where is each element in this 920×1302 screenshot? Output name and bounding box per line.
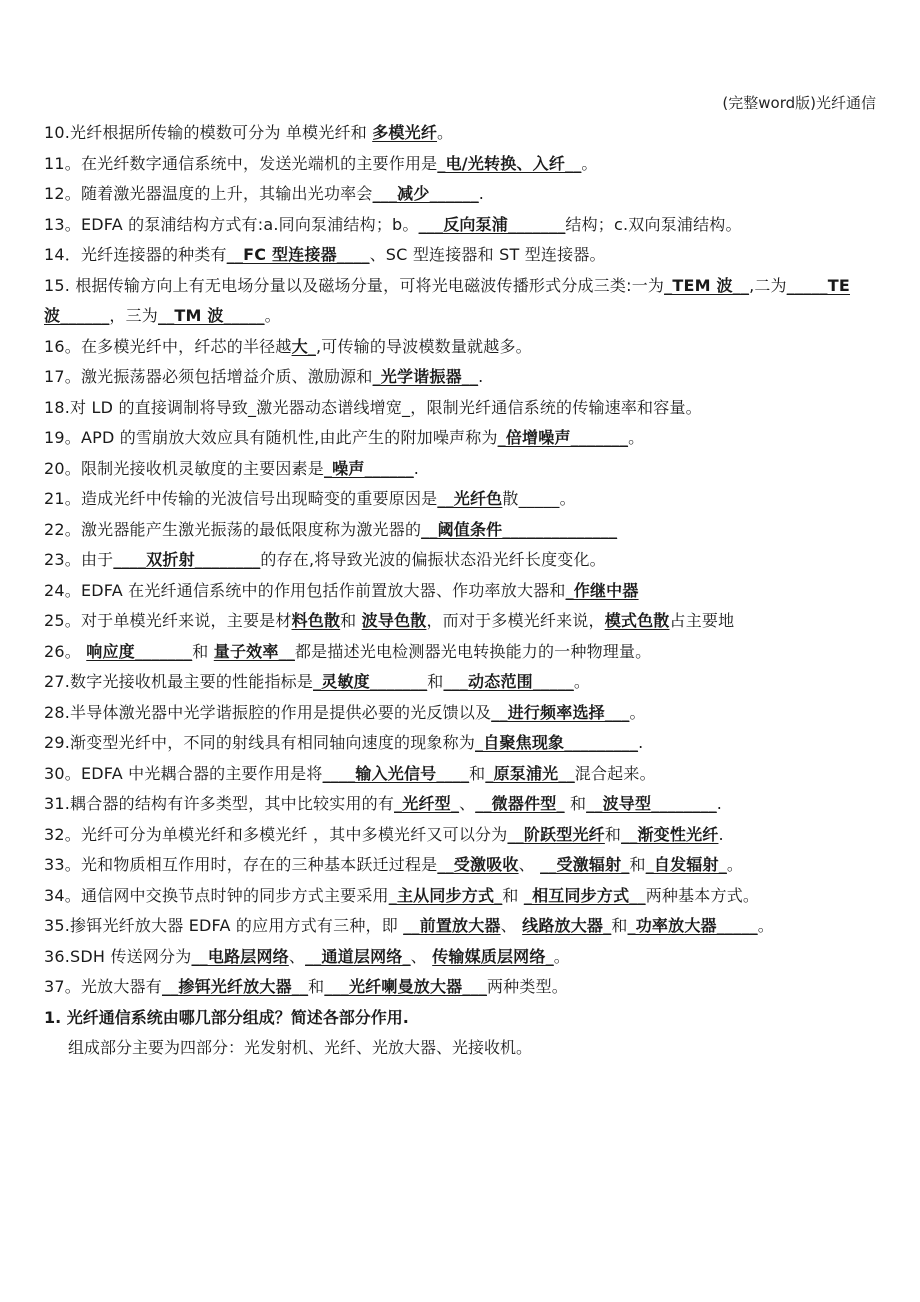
question-line: [44, 301, 914, 332]
question-line: [44, 576, 914, 607]
answer-blank: __受激辐射_: [540, 855, 630, 874]
answer-blank: __受激吸收: [437, 855, 519, 874]
question-line: [44, 789, 914, 820]
question-line: [44, 179, 914, 210]
question-text: 。: [757, 916, 774, 935]
question-text: 34。通信网中交换节点时钟的同步方式主要采用: [44, 885, 389, 905]
question-text: 37。光放大器有: [44, 977, 162, 996]
question-text: 、: [459, 794, 476, 813]
question-text: 和: [469, 763, 486, 783]
question-text: 22。激光器能产生激光振荡的最低限度称为激光器的: [44, 519, 422, 539]
question-text: .: [638, 733, 644, 752]
question-text: 。: [553, 946, 570, 966]
answer-blank: _相互同步方式__: [523, 885, 646, 905]
question-text: 35.掺铒光纤放大器 EDFA 的应用方式有三种，即: [44, 916, 404, 935]
answer-blank: _自发辐射_: [645, 855, 727, 874]
document-body: [44, 118, 914, 1064]
question-text: 和: [611, 916, 628, 935]
question-text: 。: [581, 153, 598, 173]
question-text: 33。光和物质相互作用时，存在的三种基本跃迁过程是: [44, 855, 438, 874]
answer-blank: _灵敏度_______: [313, 672, 428, 691]
question-text: 、: [288, 946, 306, 966]
question-text: 。: [437, 123, 454, 142]
question-line: [44, 942, 914, 973]
question-text: .: [478, 184, 485, 203]
answer-blank: 响应度_______: [86, 641, 193, 661]
answer-blank: _电/光转换、入纤__: [437, 153, 582, 173]
answer-blank: _噪声______: [323, 458, 414, 478]
answer-blank: _____TE: [786, 275, 850, 295]
answer-blank: __光纤色: [437, 489, 503, 508]
question-text: 36.SDH 传送网分为: [44, 946, 192, 966]
question-text: 14．光纤连接器的种类有: [44, 245, 227, 264]
question-text: 。: [629, 702, 646, 722]
question-text: 29.渐变型光纤中，不同的射线具有相同轴向速度的现象称为: [44, 733, 476, 752]
question-text: 21。造成光纤中传输的光波信号出现畸变的重要原因是: [44, 489, 438, 508]
question-text: 25。对于单模光纤来说，主要是材: [44, 611, 292, 630]
question-line: [44, 545, 914, 576]
answer-blank: 波导色散: [361, 611, 427, 630]
question-line: [44, 118, 914, 149]
answer-blank: _倍增噪声_______: [497, 428, 629, 447]
question-line: [44, 362, 914, 393]
question-line: [44, 332, 914, 363]
question-text: ,可传输的导波模数量就越多。: [315, 336, 532, 356]
answer-blank: __波导型________: [586, 794, 717, 813]
short-answer-text: 组成部分主要为四部分：光发射机、光纤、光放大器、光接收机。: [68, 1038, 533, 1057]
question-line: [44, 454, 914, 485]
answer-blank: __通道层网络_: [305, 946, 411, 966]
answer-blank: ___反向泵浦_______: [418, 214, 566, 234]
question-text: 。: [264, 306, 281, 325]
question-line: [44, 881, 914, 912]
question-text: 和: [604, 824, 622, 844]
question-line: [44, 240, 914, 271]
question-text: 10.光纤根据所传输的模数可分为 单模光纤和: [44, 123, 373, 142]
question-line: [44, 972, 914, 1003]
question-text: 16。在多模光纤中，纤芯的半径越: [44, 336, 292, 356]
answer-blank: __掺铒光纤放大器__: [161, 977, 309, 996]
question-text: .: [718, 824, 724, 844]
question-text: 和: [340, 611, 362, 630]
question-text: 和: [308, 977, 325, 996]
question-text: 的存在,将导致光波的偏振状态沿光纤长度变化。: [260, 550, 606, 569]
question-text: .: [478, 367, 484, 386]
answer-blank: _原泵浦光__: [485, 763, 575, 783]
question-line: [44, 393, 914, 424]
answer-blank: ____双折射________: [113, 550, 261, 569]
question-line: [44, 698, 914, 729]
answer-blank: __阈值条件______________: [421, 519, 618, 539]
question-line: [44, 484, 914, 515]
question-text: 。: [573, 672, 591, 691]
question-text: 和: [629, 855, 646, 874]
answer-blank: __阶跃型光纤: [507, 824, 605, 844]
question-line: [44, 515, 914, 546]
question-line: [44, 606, 914, 637]
question-text: 。: [726, 855, 744, 874]
question-text: 两种基本方式。: [645, 885, 760, 905]
page-header: (完整word版)光纤通信: [722, 94, 876, 112]
answer-blank: __进行频率选择___: [491, 702, 630, 722]
question-line: [44, 423, 914, 454]
question-text: 和: [502, 885, 524, 905]
answer-blank: _光纤型_: [394, 794, 460, 813]
question-text: 结构；c.双向泵浦结构。: [565, 214, 742, 234]
question-text: 占主要地: [669, 611, 735, 630]
question-text: 和: [192, 641, 214, 661]
question-line: [44, 149, 914, 180]
question-text: 散_____。: [502, 489, 576, 508]
answer-blank: _光学谐振器__: [372, 367, 479, 386]
answer-blank: 传输媒质层网络_: [432, 946, 554, 966]
question-line: [44, 911, 914, 942]
answer-blank: 模式色散: [604, 611, 670, 630]
short-answer-question: 1. 光纤通信系统由哪几部分组成？简述各部分作用.: [44, 1007, 409, 1027]
question-text: 15. 根据传输方向上有无电场分量以及磁场分量，可将光电磁波传播形式分成三类:一为: [44, 275, 665, 295]
question-line: [44, 728, 914, 759]
answer-blank: __渐变性光纤: [621, 824, 719, 844]
answer-blank: _功率放大器_____: [627, 916, 758, 935]
question-text: 23。由于: [44, 550, 114, 569]
answer-blank: ____输入光信号____: [322, 763, 470, 783]
answer-blank: _自聚焦现象_________: [475, 733, 639, 752]
answer-blank: _TEM 波__: [664, 275, 750, 295]
question-text: 32。光纤可分为单模光纤和多模光纤 ，其中多模光纤又可以分为: [44, 824, 508, 844]
question-text: 和: [564, 794, 587, 813]
question-text: ，而对于多模光纤来说，: [426, 611, 605, 630]
fill-in-questions: [44, 118, 914, 1003]
question-text: 31.耦合器的结构有许多类型，其中比较实用的有: [44, 794, 395, 813]
question-line: [44, 820, 914, 851]
answer-blank: _主从同步方式_: [388, 885, 503, 905]
question-text: 两种类型。: [486, 977, 568, 996]
question-text: 、SC 型连接器和 ST 型连接器。: [369, 245, 606, 264]
question-text: 。: [628, 428, 645, 447]
question-text: 19。APD 的雪崩放大效应具有随机性,由此产生的附加噪声称为: [44, 428, 498, 447]
question-text: ,二为: [749, 275, 787, 295]
question-line: [44, 759, 914, 790]
answer-blank: ___光纤喇曼放大器___: [324, 977, 487, 996]
question-text: 和: [427, 672, 444, 691]
answer-blank: 多模光纤: [372, 123, 438, 142]
answer-blank: 量子效率__: [213, 641, 295, 661]
answer-blank: ___动态范围_____: [443, 672, 574, 691]
question-text: .: [716, 794, 723, 813]
answer-blank: 线路放大器_: [522, 916, 612, 935]
question-text: 18.对 LD 的直接调制将导致_激光器动态谱线增宽_，限制光纤通信系统的传输速率和容量。: [44, 397, 702, 417]
question-text: 27.数字光接收机最主要的性能指标是: [44, 672, 314, 691]
answer-blank: __前置放大器: [403, 916, 501, 935]
question-text: 、: [518, 855, 541, 874]
question-line: [44, 667, 914, 698]
answer-blank: __FC 型连接器____: [226, 245, 370, 264]
question-text: 26。: [44, 641, 87, 661]
question-text: 12。随着激光器温度的上升，其输出光功率会: [44, 184, 373, 203]
question-text: 混合起来。: [574, 763, 656, 783]
question-text: 17。激光振荡器必须包括增益介质、激励源和: [44, 367, 373, 386]
question-line: [44, 271, 914, 302]
answer-blank: 大_: [291, 336, 316, 356]
question-text: 13。EDFA 的泵浦结构方式有:a.同向泵浦结构；b。: [44, 214, 419, 234]
question-text: 20。限制光接收机灵敏度的主要因素是: [44, 458, 324, 478]
question-text: 30。EDFA 中光耦合器的主要作用是将: [44, 763, 323, 783]
question-line: [44, 850, 914, 881]
question-text: 24。EDFA 在光纤通信系统中的作用包括作前置放大器、作功率放大器和: [44, 580, 566, 600]
question-text: ，三为: [109, 306, 159, 325]
question-text: 、: [410, 946, 433, 966]
answer-blank: 波______: [44, 306, 110, 325]
question-line: [44, 637, 914, 668]
question-text: 28.半导体激光器中光学谐振腔的作用是提供必要的光反馈以及: [44, 702, 492, 722]
answer-blank: __TM 波_____: [158, 306, 265, 325]
answer-blank: _作继中器: [565, 580, 639, 600]
answer-blank: ___减少______: [372, 184, 479, 203]
question-text: 、: [500, 916, 523, 935]
question-text: 都是描述光电检测器光电转换能力的一种物理量。: [294, 641, 652, 661]
answer-blank: __微器件型_: [475, 794, 565, 813]
question-text: .: [413, 458, 420, 478]
answer-blank: __电路层网络: [191, 946, 289, 966]
question-line: [44, 210, 914, 241]
answer-blank: 料色散: [291, 611, 341, 630]
question-text: 11。在光纤数字通信系统中，发送光端机的主要作用是: [44, 153, 438, 173]
